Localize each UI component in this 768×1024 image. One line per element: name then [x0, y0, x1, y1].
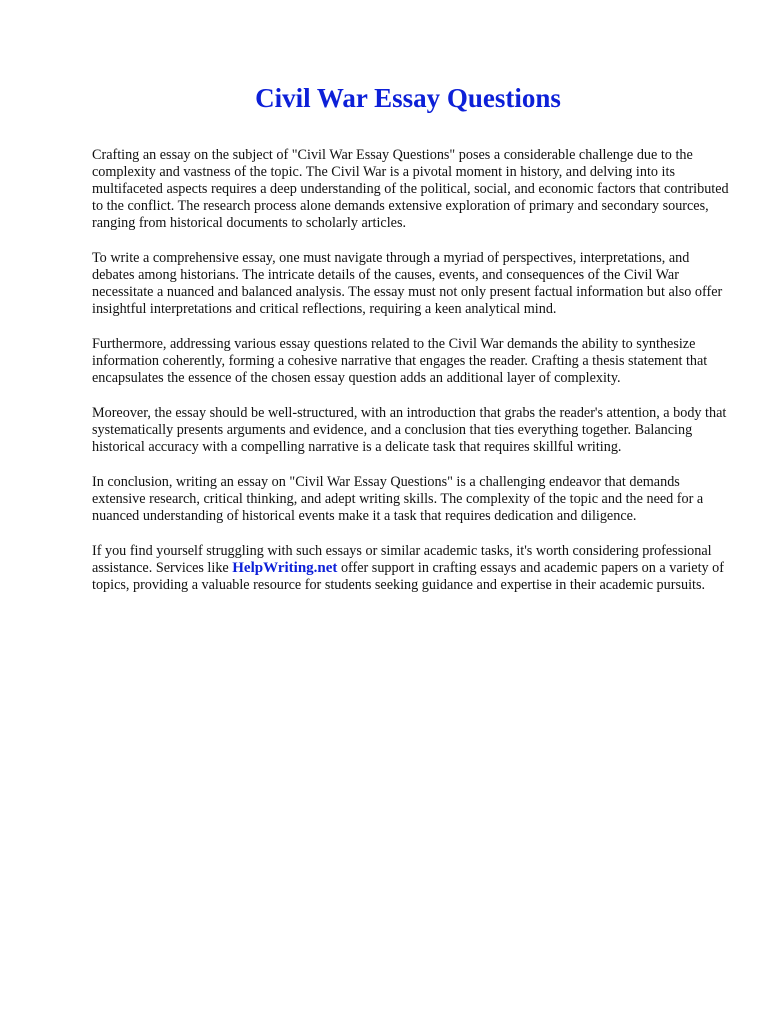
- assistance-text-before: If you find yourself struggling with such essays or similar academic tasks, it's worth considering professional assistance. Services like: [92, 543, 712, 576]
- helpwriting-link[interactable]: HelpWriting.net: [232, 560, 338, 576]
- paragraph-assistance: [92, 543, 732, 594]
- paragraph-synthesis: Furthermore, addressing various essay questions related to the Civil War demands the ability to synthesize information coherently, forming a cohesive narrative that engages the reader. Crafting a thesis statement that encapsulates the essence of the chosen essay question adds an additional layer of complexity.: [92, 336, 708, 386]
- paragraph-intro: Crafting an essay on the subject of "Civil War Essay Questions" poses a considerable challenge due to the complexity and vastness of the topic. The Civil War is a pivotal moment in history, and delving into its multifaceted aspects requires a deep understanding of the political, social, and economic factors that contributed to the conflict. The research process alone demands extensive exploration of primary and secondary sources, ranging from historical documents to scholarly articles.: [92, 147, 729, 231]
- assistance-text-after: offer support in crafting essays and academic papers on a variety of topics, providing a valuable resource for students seeking guidance and expertise in their academic pursuits.: [92, 560, 725, 593]
- paragraph-perspectives: To write a comprehensive essay, one must navigate through a myriad of perspectives, interpretations, and debates among historians. The intricate details of the causes, events, and consequences of the Civil War necessitate a nuanced and balanced analysis. The essay must not only present factual information but also offer insightful interpretations and critical reflections, requiring a keen analytical mind.: [92, 250, 723, 317]
- paragraph-structure: Moreover, the essay should be well-structured, with an introduction that grabs the reader's attention, a body that systematically presents arguments and evidence, and a conclusion that ties everything together. Balancing historical accuracy with a compelling narrative is a delicate task that requires skillful writing.: [92, 405, 727, 455]
- paragraph-conclusion: In conclusion, writing an essay on "Civil War Essay Questions" is a challenging endeavor that demands extensive research, critical thinking, and adept writing skills. The complexity of the topic and the need for a nuanced understanding of historical events make it a task that requires dedication and diligence.: [92, 474, 704, 524]
- page-title: Civil War Essay Questions: [255, 83, 561, 113]
- essay-body: [92, 147, 732, 612]
